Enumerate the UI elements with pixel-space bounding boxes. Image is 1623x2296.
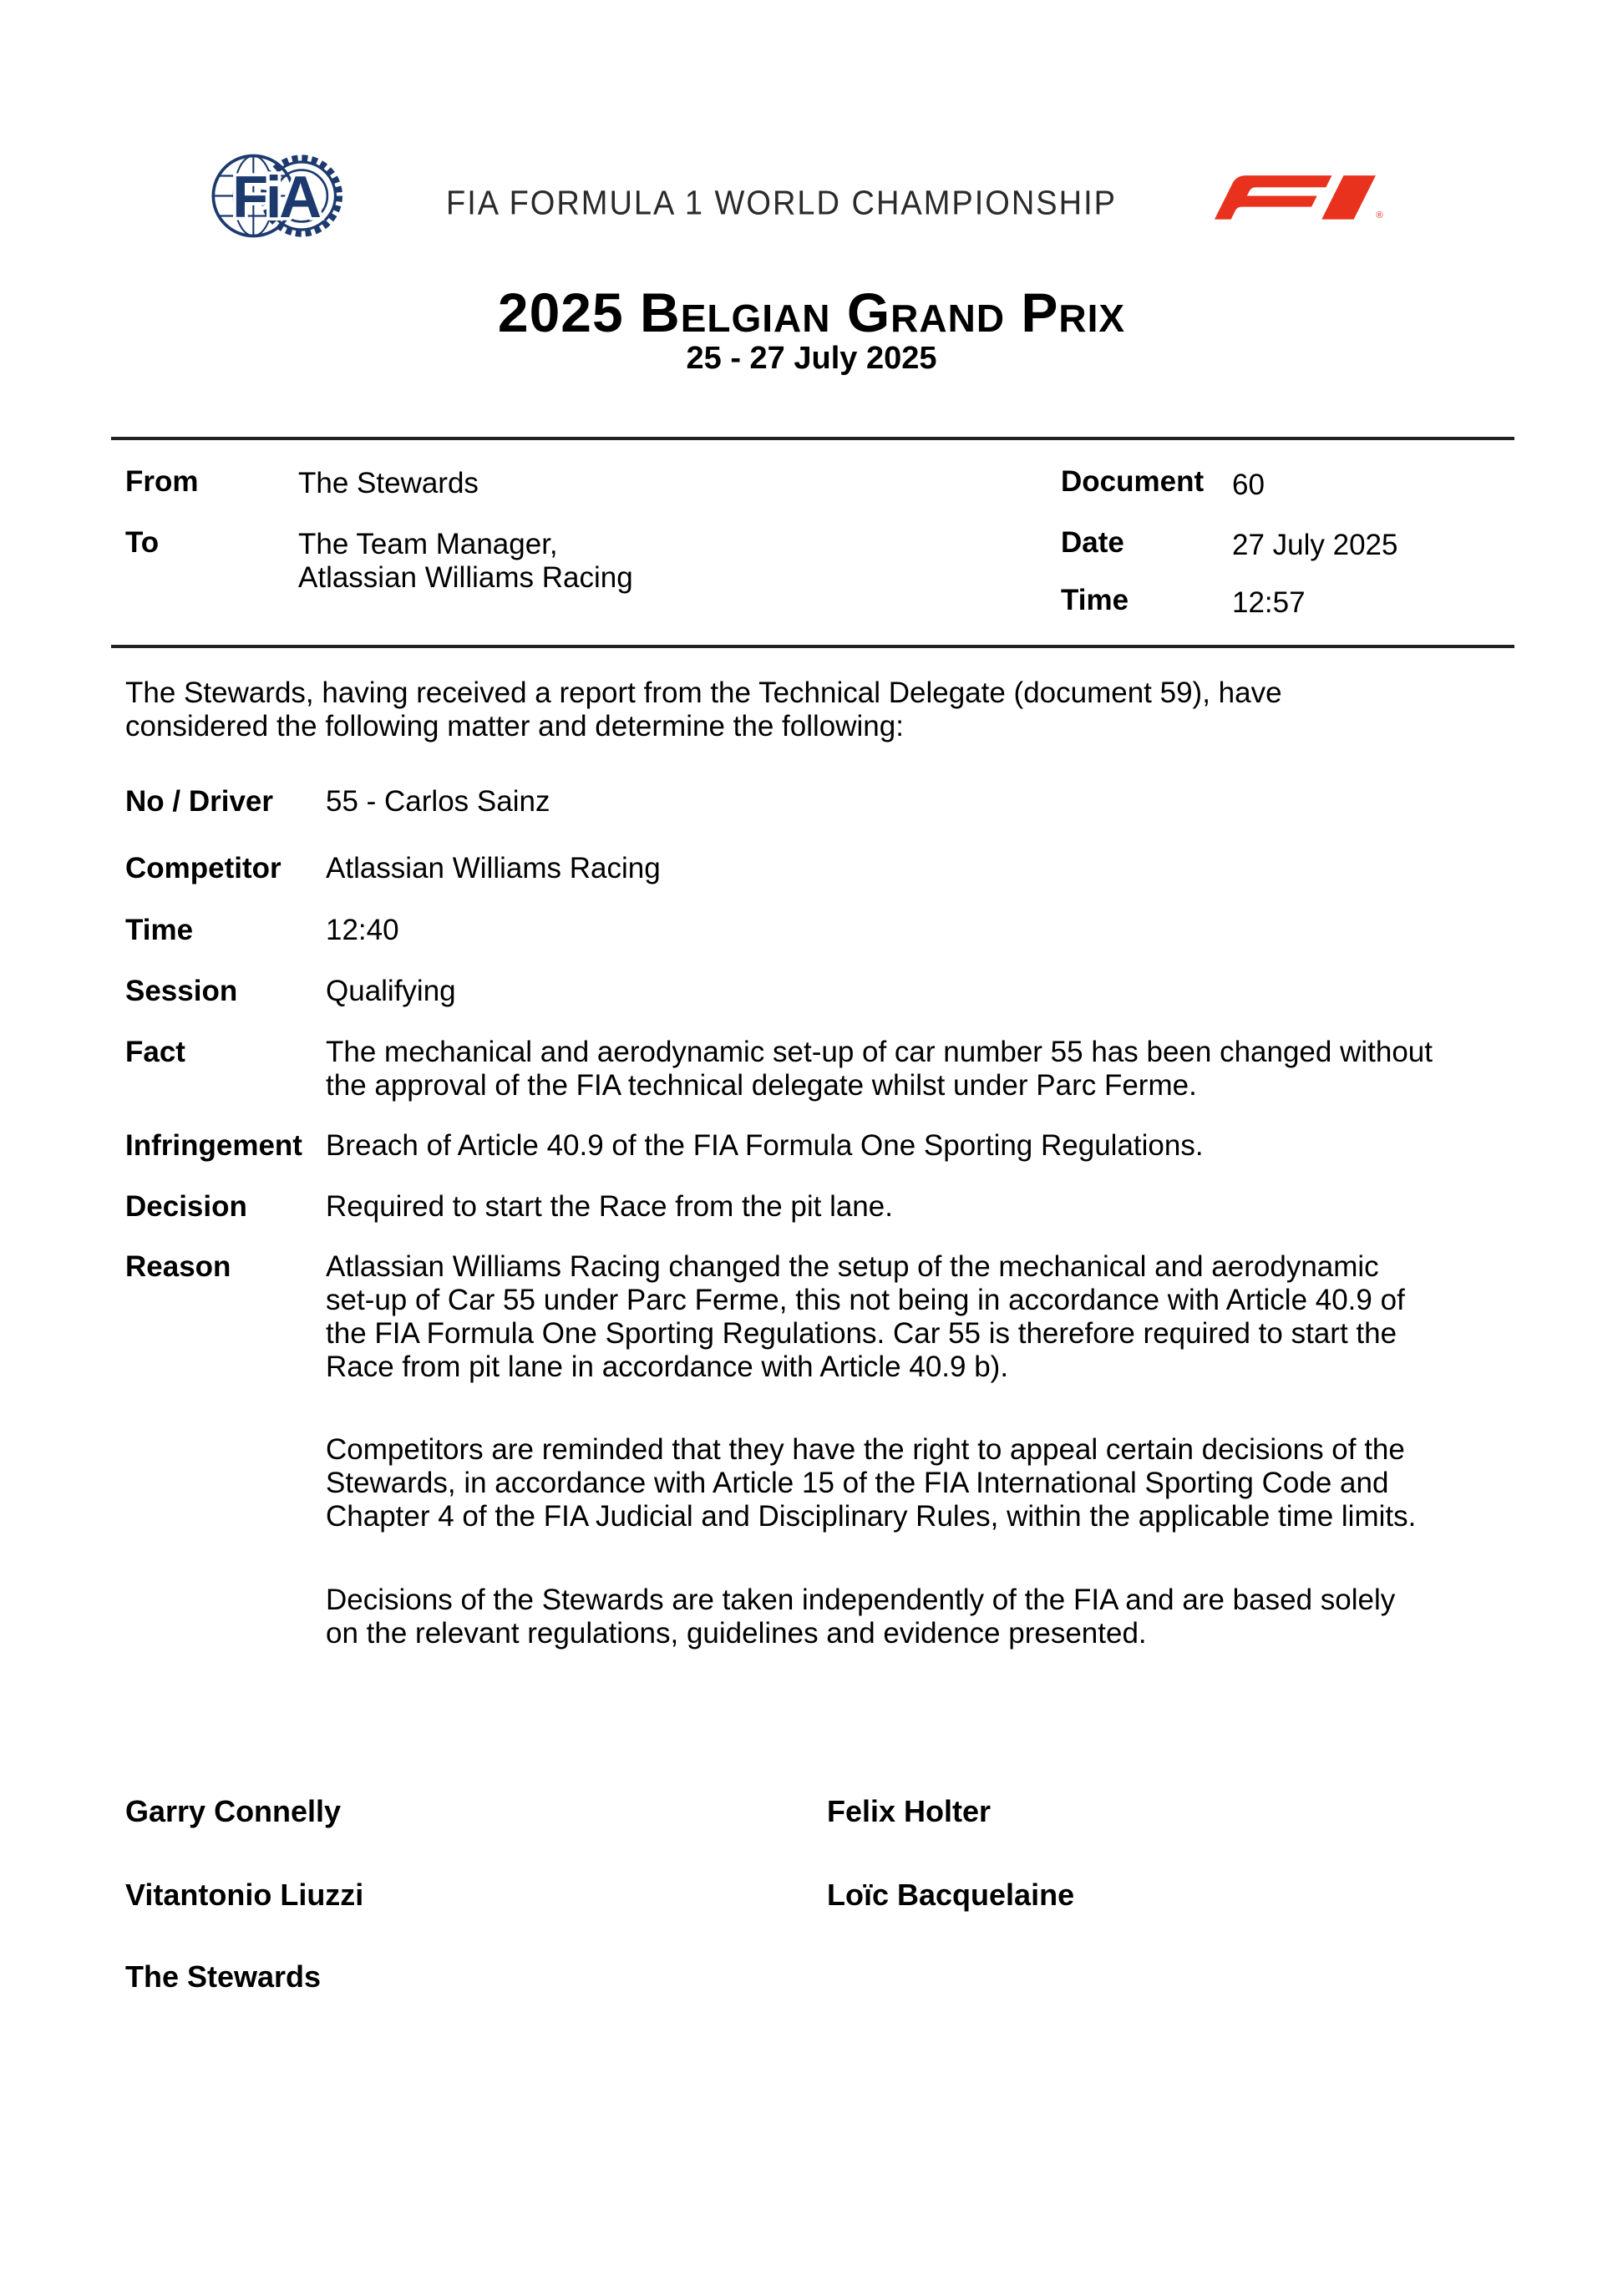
fact-value: The mechanical and aerodynamic set-up of car number 55 has been changed without the approval of the FIA technical delegate whilst under Parc Ferme.: [326, 1036, 1433, 1102]
signature-felix-holter: Felix Holter: [827, 1794, 992, 1828]
independence-paragraph: Decisions of the Stewards are taken independently of the FIA and are based solely on the relevant regulations, guidelines and evidence presented.: [326, 1584, 1396, 1650]
championship-wordmark: FIA FORMULA 1 WORLD CHAMPIONSHIP: [446, 185, 1117, 223]
session-time-label: Time: [125, 914, 194, 946]
f1-logo-icon: [1215, 172, 1387, 220]
field-row-fact: [125, 1036, 1514, 1102]
signature-loic-bacquelaine: Loïc Bacquelaine: [827, 1878, 1075, 1912]
time-value: 12:57: [1232, 586, 1306, 619]
divider-meta: [111, 645, 1514, 648]
from-label: From: [125, 465, 199, 498]
from-value: The Stewards: [298, 467, 479, 499]
field-row-session: [125, 975, 1514, 1008]
date-label: Date: [1061, 526, 1124, 559]
fia-logo-letters: FiA: [232, 164, 319, 231]
decision-value: Required to start the Race from the pit lane.: [326, 1190, 893, 1223]
infringement-label: Infringement: [125, 1129, 302, 1162]
document-label: Document: [1061, 465, 1205, 498]
driver-value: 55 - Carlos Sainz: [326, 785, 550, 818]
time-label: Time: [1061, 584, 1129, 616]
field-row-decision: [125, 1190, 1514, 1224]
field-row-time: [125, 914, 1514, 947]
field-row-driver: [125, 785, 1514, 819]
infringement-value: Breach of Article 40.9 of the FIA Formula One Sporting Regulations.: [326, 1129, 1204, 1162]
to-value: The Team Manager, Atlassian Williams Racing: [298, 528, 633, 594]
signature-garry-connelly: Garry Connelly: [125, 1794, 342, 1828]
fact-label: Fact: [125, 1036, 185, 1068]
reason-label: Reason: [125, 1250, 231, 1283]
signature-row-1: [125, 1794, 1514, 1829]
session-value: Qualifying: [326, 975, 456, 1007]
field-row-reason: [125, 1250, 1514, 1384]
field-row-infringement: [125, 1129, 1514, 1163]
document-value: 60: [1232, 469, 1265, 501]
session-time-value: 12:40: [326, 914, 399, 946]
page-title: 2025 Belgian Grand Prix: [497, 281, 1126, 343]
intro-paragraph: The Stewards, having received a report from the Technical Delegate (document 59), have considered the following matter and determine the following:: [125, 677, 1282, 743]
event-dates: 25 - 27 July 2025: [686, 341, 937, 376]
competitor-label: Competitor: [125, 852, 281, 884]
signature-vitantonio-liuzzi: Vitantonio Liuzzi: [125, 1878, 364, 1912]
reason-value: Atlassian Williams Racing changed the setup of the mechanical and aerodynamic set-up of Car 55 under Parc Ferme, this not being in accordance with Article 40.9 of the FIA Formula One Sporting Regulations. Car 55 is therefore required to start the Race from pit lane in accordance with Article 40.9 b).: [326, 1250, 1405, 1383]
f1-registered-mark: ®: [1376, 210, 1383, 220]
divider-top: [111, 437, 1514, 440]
session-label: Session: [125, 975, 238, 1007]
field-row-competitor: [125, 852, 1514, 885]
decision-label: Decision: [125, 1190, 247, 1223]
signature-row-2: [125, 1878, 1514, 1913]
signature-footer: The Stewards: [125, 1959, 322, 1994]
fia-logo-icon: [209, 151, 342, 241]
appeal-rights-paragraph: Competitors are reminded that they have the right to appeal certain decisions of the Stewards, in accordance with Article 15 of the FIA International Sporting Code and Chapter 4 of the FIA Judicial and Disciplinary Rules, within the applicable time limits.: [326, 1433, 1417, 1533]
to-label: To: [125, 526, 160, 559]
date-value: 27 July 2025: [1232, 529, 1398, 561]
driver-label: No / Driver: [125, 785, 273, 818]
competitor-value: Atlassian Williams Racing: [326, 852, 661, 884]
